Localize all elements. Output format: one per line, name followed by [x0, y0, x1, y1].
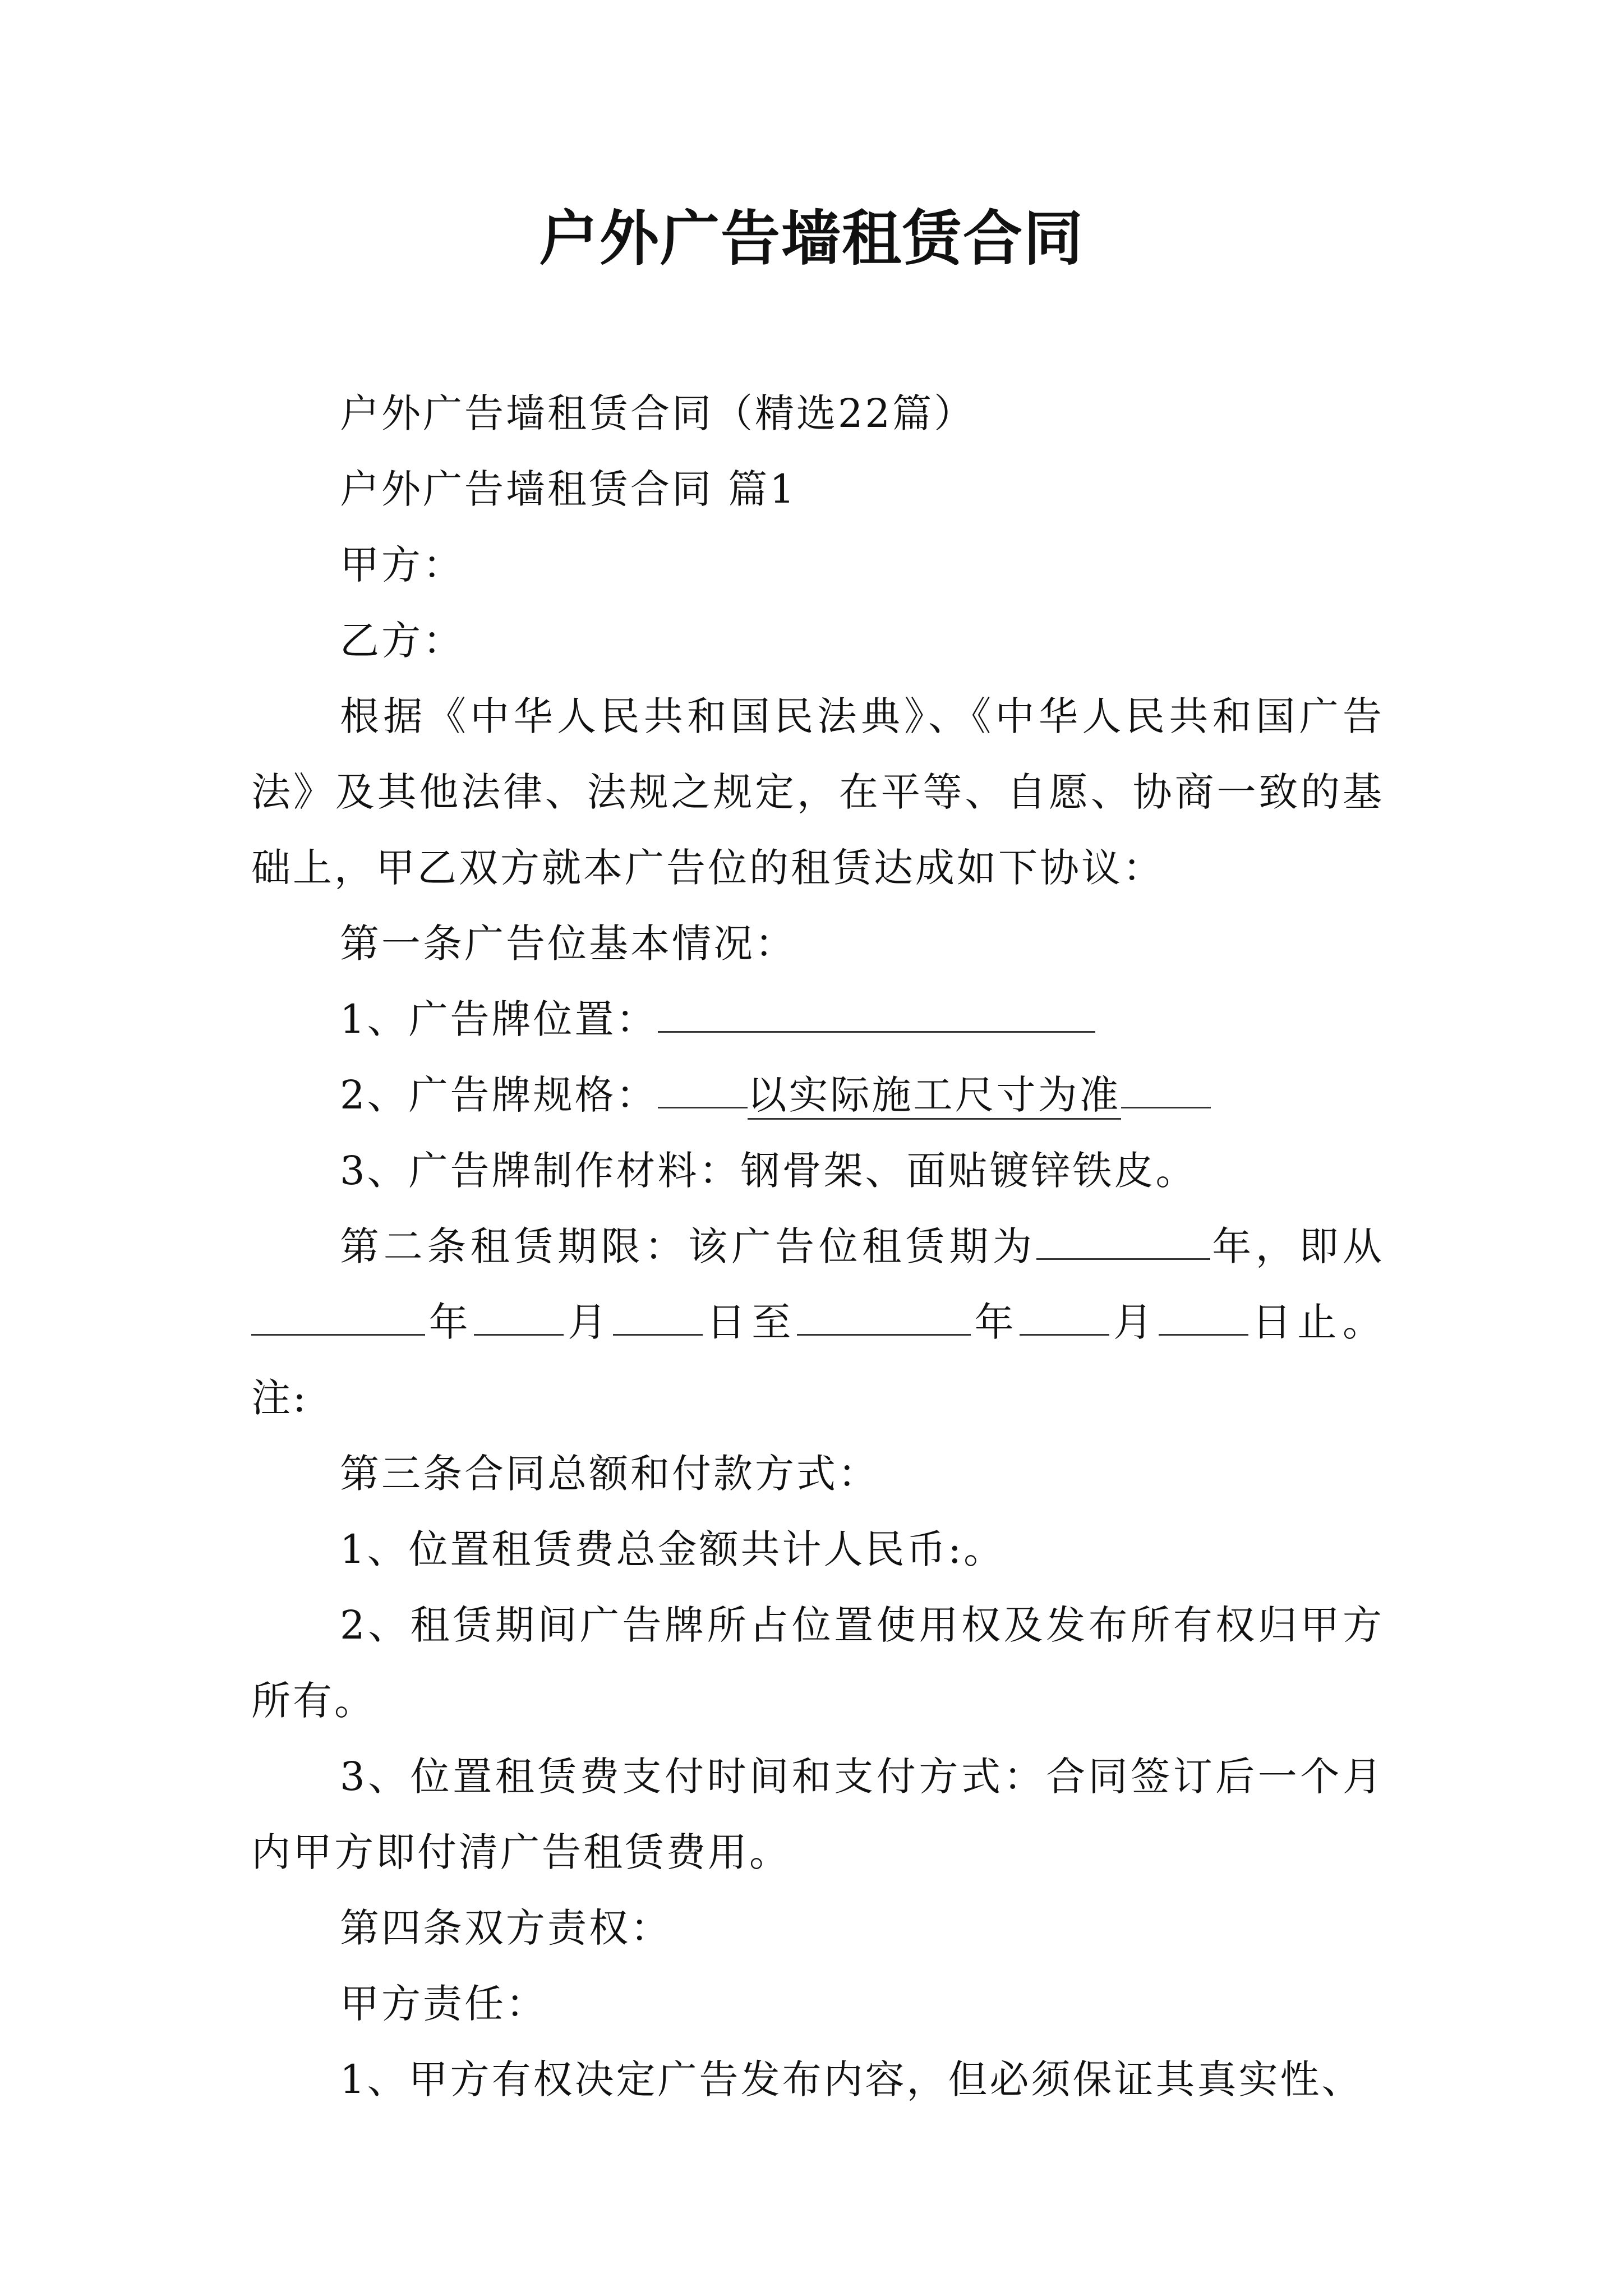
article-3-heading: 第三条合同总额和付款方式：	[340, 1451, 879, 1497]
item-1-1-label: 1、广告牌位置：	[340, 996, 658, 1042]
end-day-blank	[1159, 1301, 1248, 1336]
section-heading: 户外广告墙租赁合同 篇1	[340, 466, 797, 512]
document-title: 户外广告墙租赁合同	[539, 203, 1084, 273]
article-2-month: 月	[564, 1299, 613, 1345]
article-2-end: 日止。注:	[251, 1299, 1385, 1421]
spec-blank-right	[1121, 1074, 1211, 1108]
item-3-3: 3、位置租赁费支付时间和支付方式：合同签订后一个月内甲方即付清广告租赁费用。	[251, 1754, 1384, 1875]
article-2-year: 年	[425, 1299, 474, 1345]
item-1-2-label: 2、广告牌规格：	[340, 1072, 658, 1118]
item-1-2-value: 以实际施工尺寸为准	[748, 1072, 1121, 1120]
article-2-prefix: 第二条租赁期限：该广告位租赁期为	[340, 1223, 1036, 1269]
article-1-heading: 第一条广告位基本情况：	[340, 921, 796, 967]
spec-blank-left	[658, 1074, 748, 1108]
article-2-month2: 月	[1109, 1299, 1159, 1345]
item-3-1: 1、位置租赁费总金额共计人民币:。	[340, 1526, 1006, 1572]
start-month-blank	[474, 1301, 564, 1336]
item-1-1	[251, 982, 1384, 1057]
start-day-blank	[613, 1301, 703, 1336]
article-2	[251, 1209, 1384, 1436]
term-blank	[1036, 1226, 1210, 1260]
party-a-line: 甲方：	[340, 542, 464, 588]
party-a-duties-heading: 甲方责任：	[340, 1981, 547, 2027]
item-1-2	[251, 1057, 1384, 1133]
item-1-3: 3、广告牌制作材料：钢骨架、面贴镀锌铁皮。	[340, 1148, 1197, 1194]
preamble-paragraph: 根据《中华人民共和国民法典》、《中华人民共和国广告法》及其他法律、法规之规定，在平等、自愿、协商一致的基础上，甲乙双方就本广告位的租赁达成如下协议：	[251, 693, 1384, 891]
start-year-blank	[251, 1301, 425, 1336]
location-blank	[658, 999, 1095, 1033]
document-body	[251, 376, 1384, 2118]
party-b-line: 乙方：	[340, 618, 464, 664]
item-4-1: 1、甲方有权决定广告发布内容，但必须保证其真实性、	[340, 2056, 1363, 2102]
end-year-blank	[797, 1301, 971, 1336]
article-2-year2: 年	[971, 1299, 1020, 1345]
item-3-2: 2、租赁期间广告牌所占位置使用权及发布所有权归甲方所有。	[251, 1602, 1384, 1724]
article-4-heading: 第四条双方责权：	[340, 1905, 672, 1951]
article-2-day-to: 日至	[702, 1299, 797, 1345]
article-2-year-from: 年，即从	[1210, 1223, 1385, 1269]
document-subtitle: 户外广告墙租赁合同（精选22篇）	[340, 390, 976, 436]
end-month-blank	[1020, 1301, 1109, 1336]
